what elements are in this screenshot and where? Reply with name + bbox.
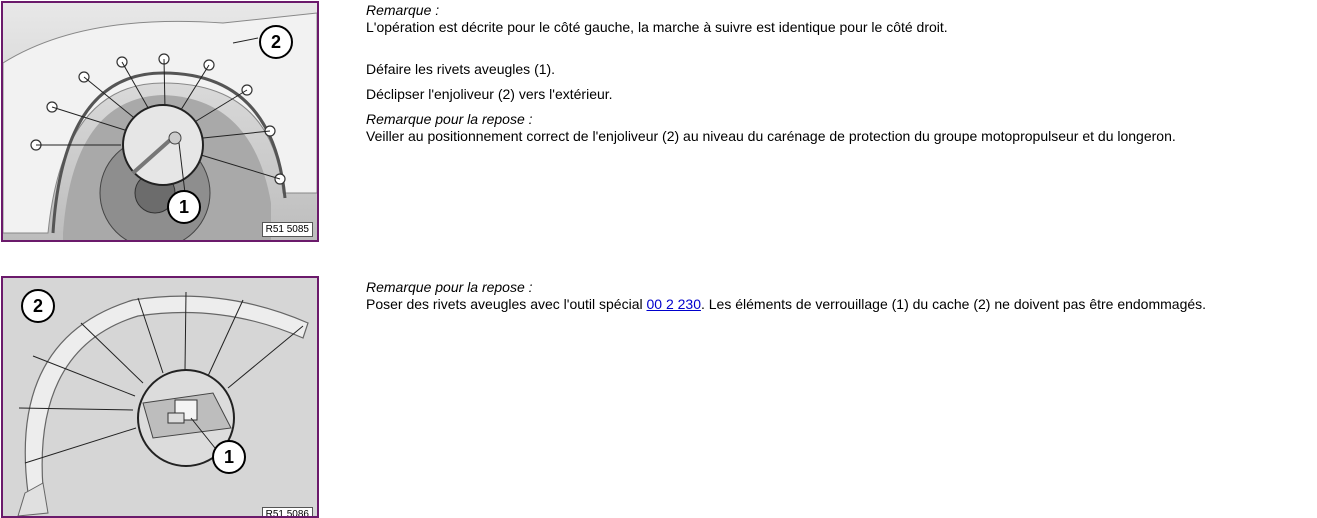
figure-reference: R51 5085 [262,222,313,237]
section2-text [366,279,1206,313]
repose-label: Remarque pour la repose : [366,111,533,127]
callout-1: 1 [167,190,201,224]
figure-reference: R51 5086 [262,507,313,518]
callout-2: 2 [21,289,55,323]
figure-wheel-arch-rivets [1,1,319,242]
callout-1: 1 [212,440,246,474]
repose-instruction [366,296,1206,313]
instruction-text-end: . Les éléments de verrouillage (1) du cache (2) ne doivent pas être endommagés. [700,296,1207,312]
repose-label: Remarque pour la repose : [366,279,533,295]
step-undo-rivets: Défaire les rivets aveugles (1). [366,61,556,77]
repose-text: Veiller au positionnement correct de l'enjoliveur (2) au niveau du carénage de protection du groupe motopropulseur et du longeron. [366,128,1176,144]
figure-trim-clips [1,276,319,518]
callout-2: 2 [259,25,293,59]
section1-text [366,2,1176,145]
note-text: L'opération est décrite pour le côté gauche, la marche à suivre est identique pour le côté droit. [366,19,948,35]
note-label: Remarque : [366,2,440,18]
instruction-text-start: Poser des rivets aveugles avec l'outil spécial [366,296,647,312]
special-tool-link[interactable]: 00 2 230 [646,296,701,312]
step-unclip-trim: Déclipser l'enjoliveur (2) vers l'extérieur. [366,86,613,102]
